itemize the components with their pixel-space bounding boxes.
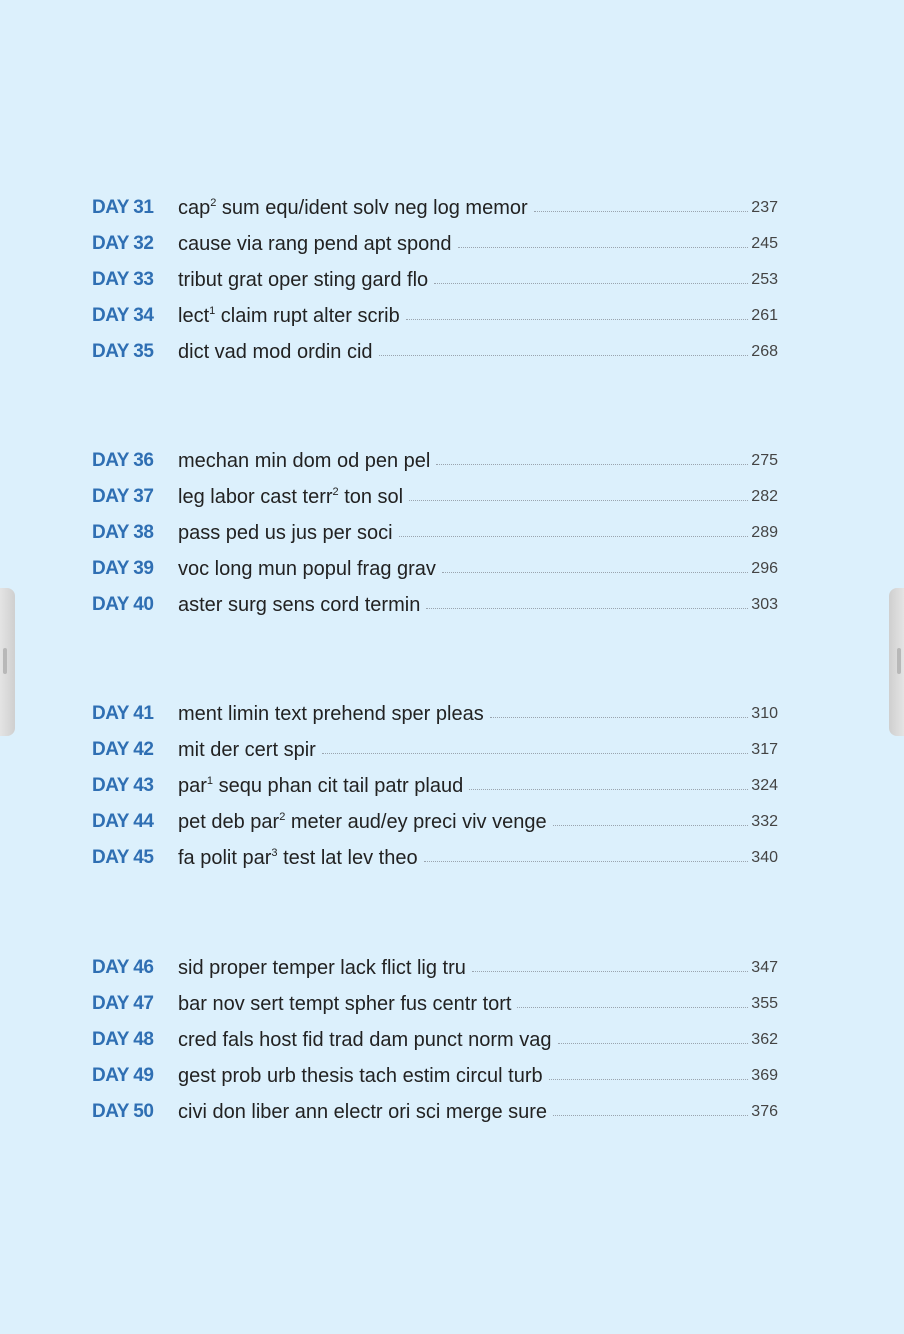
toc-entry[interactable] (92, 696, 778, 732)
page-number: 317 (751, 741, 778, 758)
page-number: 245 (751, 235, 778, 252)
entry-title-text: voc long mun popul frag grav (178, 557, 436, 580)
entry-title-text: cause via rang pend apt spond (178, 232, 452, 255)
dotted-leader (322, 753, 748, 754)
toc-entry[interactable] (92, 1058, 778, 1094)
day-label: DAY 49 (92, 1065, 154, 1086)
page-number: 310 (751, 705, 778, 722)
page-number: 237 (751, 199, 778, 216)
day-label: DAY 42 (92, 739, 154, 760)
entry-title (178, 450, 436, 473)
day-label: DAY 43 (92, 775, 154, 796)
entry-title-text: lect (178, 304, 210, 327)
dotted-leader (472, 971, 748, 972)
toc-entry[interactable] (92, 515, 778, 551)
page-number: 282 (751, 488, 778, 505)
entry-title-text: sequ phan cit tail patr plaud (213, 774, 464, 797)
entry-title (178, 1065, 549, 1088)
toc-entry[interactable] (92, 479, 778, 515)
toc-entry[interactable] (92, 226, 778, 262)
entry-title (178, 993, 517, 1016)
day-label: DAY 50 (92, 1101, 154, 1122)
toc-entry[interactable] (92, 804, 778, 840)
entry-title-text: mit der cert spir (178, 738, 316, 761)
entry-title-text: bar nov sert tempt spher fus centr tort (178, 992, 512, 1015)
right-edge-tab[interactable] (889, 588, 904, 736)
day-label: DAY 45 (92, 847, 154, 868)
dotted-leader (458, 247, 749, 248)
entry-title-text: gest prob urb thesis tach estim circul turb (178, 1064, 543, 1087)
dotted-leader (399, 536, 749, 537)
page-number: 347 (751, 959, 778, 976)
page-number: 324 (751, 777, 778, 794)
day-label: DAY 48 (92, 1029, 154, 1050)
entry-title (178, 305, 406, 328)
toc-entry[interactable] (92, 840, 778, 876)
day-label: DAY 32 (92, 233, 154, 254)
page-number: 268 (751, 343, 778, 360)
page-number: 369 (751, 1067, 778, 1084)
entry-title-text: tribut grat oper sting gard flo (178, 268, 429, 291)
page-number: 332 (751, 813, 778, 830)
entry-title-text: fa polit par (178, 846, 272, 869)
dotted-leader (409, 500, 748, 501)
page-number: 275 (751, 452, 778, 469)
toc-entry[interactable] (92, 262, 778, 298)
toc-group (92, 443, 778, 623)
entry-title (178, 197, 534, 220)
entry-title (178, 811, 553, 834)
dotted-leader (549, 1079, 749, 1080)
entry-title-text: dict vad mod ordin cid (178, 340, 373, 363)
day-label: DAY 39 (92, 558, 154, 579)
page-number: 261 (751, 307, 778, 324)
toc-entry[interactable] (92, 298, 778, 334)
entry-superscript: 1 (209, 304, 216, 317)
entry-title-text: ment limin text prehend sper pleas (178, 702, 484, 725)
dotted-leader (426, 608, 748, 609)
dotted-leader (406, 319, 749, 320)
toc-entry[interactable] (92, 587, 778, 623)
page-number: 253 (751, 271, 778, 288)
day-label: DAY 34 (92, 305, 154, 326)
entry-title-text: sid proper temper lack flict lig tru (178, 956, 466, 979)
entry-title (178, 522, 399, 545)
page-number: 362 (751, 1031, 778, 1048)
entry-title (178, 558, 442, 581)
toc-entry[interactable] (92, 190, 778, 226)
dotted-leader (534, 211, 749, 212)
toc-group (92, 696, 778, 876)
dotted-leader (553, 825, 749, 826)
entry-superscript: 3 (271, 846, 278, 859)
page-number: 355 (751, 995, 778, 1012)
grip-handle-icon (897, 648, 901, 674)
day-label: DAY 38 (92, 522, 154, 543)
toc-entry[interactable] (92, 950, 778, 986)
toc-group (92, 190, 778, 370)
page-number: 296 (751, 560, 778, 577)
page-number: 376 (751, 1103, 778, 1120)
dotted-leader (553, 1115, 748, 1116)
day-label: DAY 37 (92, 486, 154, 507)
toc-entry[interactable] (92, 768, 778, 804)
day-label: DAY 44 (92, 811, 154, 832)
entry-title (178, 847, 424, 870)
entry-title-text: aster surg sens cord termin (178, 593, 421, 616)
left-edge-tab[interactable] (0, 588, 15, 736)
dotted-leader (517, 1007, 748, 1008)
entry-superscript: 2 (279, 810, 286, 823)
page-number: 340 (751, 849, 778, 866)
day-label: DAY 41 (92, 703, 154, 724)
dotted-leader (558, 1043, 749, 1044)
entry-title-text: civi don liber ann electr ori sci merge sure (178, 1100, 548, 1123)
entry-title-text: par (178, 774, 207, 797)
day-label: DAY 47 (92, 993, 154, 1014)
entry-title (178, 1101, 553, 1124)
toc-entry[interactable] (92, 334, 778, 370)
entry-title (178, 957, 472, 980)
toc-entry[interactable] (92, 986, 778, 1022)
entry-title-text: leg labor cast terr (178, 485, 333, 508)
toc-entry[interactable] (92, 1022, 778, 1058)
dotted-leader (434, 283, 748, 284)
entry-title (178, 703, 490, 726)
entry-title (178, 739, 322, 762)
entry-title-text: sum equ/ident solv neg log memor (216, 196, 528, 219)
day-label: DAY 31 (92, 197, 154, 218)
entry-title-text: meter aud/ey preci viv venge (285, 810, 547, 833)
dotted-leader (424, 861, 749, 862)
day-label: DAY 35 (92, 341, 154, 362)
toc-entry[interactable] (92, 443, 778, 479)
entry-superscript: 2 (332, 485, 339, 498)
dotted-leader (379, 355, 749, 356)
entry-title (178, 1029, 558, 1052)
toc-entry[interactable] (92, 551, 778, 587)
entry-title-text: pass ped us jus per soci (178, 521, 393, 544)
entry-superscript: 1 (206, 774, 214, 787)
page-number: 289 (751, 524, 778, 541)
dotted-leader (469, 789, 748, 790)
entry-title-text: pet deb par (178, 810, 280, 833)
page-number: 303 (751, 596, 778, 613)
entry-title (178, 233, 458, 256)
day-label: DAY 46 (92, 957, 154, 978)
toc-entry[interactable] (92, 732, 778, 768)
dotted-leader (490, 717, 749, 718)
day-label: DAY 33 (92, 269, 154, 290)
toc-entry[interactable] (92, 1094, 778, 1130)
entry-superscript: 2 (210, 196, 217, 209)
entry-title (178, 269, 434, 292)
day-label: DAY 36 (92, 450, 154, 471)
grip-handle-icon (3, 648, 7, 674)
entry-title-text: test lat lev theo (277, 846, 418, 869)
dotted-leader (436, 464, 748, 465)
entry-title-text: cap (178, 196, 211, 219)
toc-group (92, 950, 778, 1130)
entry-title (178, 775, 469, 798)
entry-title (178, 486, 409, 509)
entry-title (178, 341, 379, 364)
entry-title-text: mechan min dom od pen pel (178, 449, 431, 472)
dotted-leader (442, 572, 748, 573)
entry-title (178, 594, 426, 617)
day-label: DAY 40 (92, 594, 154, 615)
entry-title-text: ton sol (338, 485, 404, 508)
entry-title-text: cred fals host fid trad dam punct norm vag (178, 1028, 552, 1051)
entry-title-text: claim rupt alter scrib (215, 304, 400, 327)
